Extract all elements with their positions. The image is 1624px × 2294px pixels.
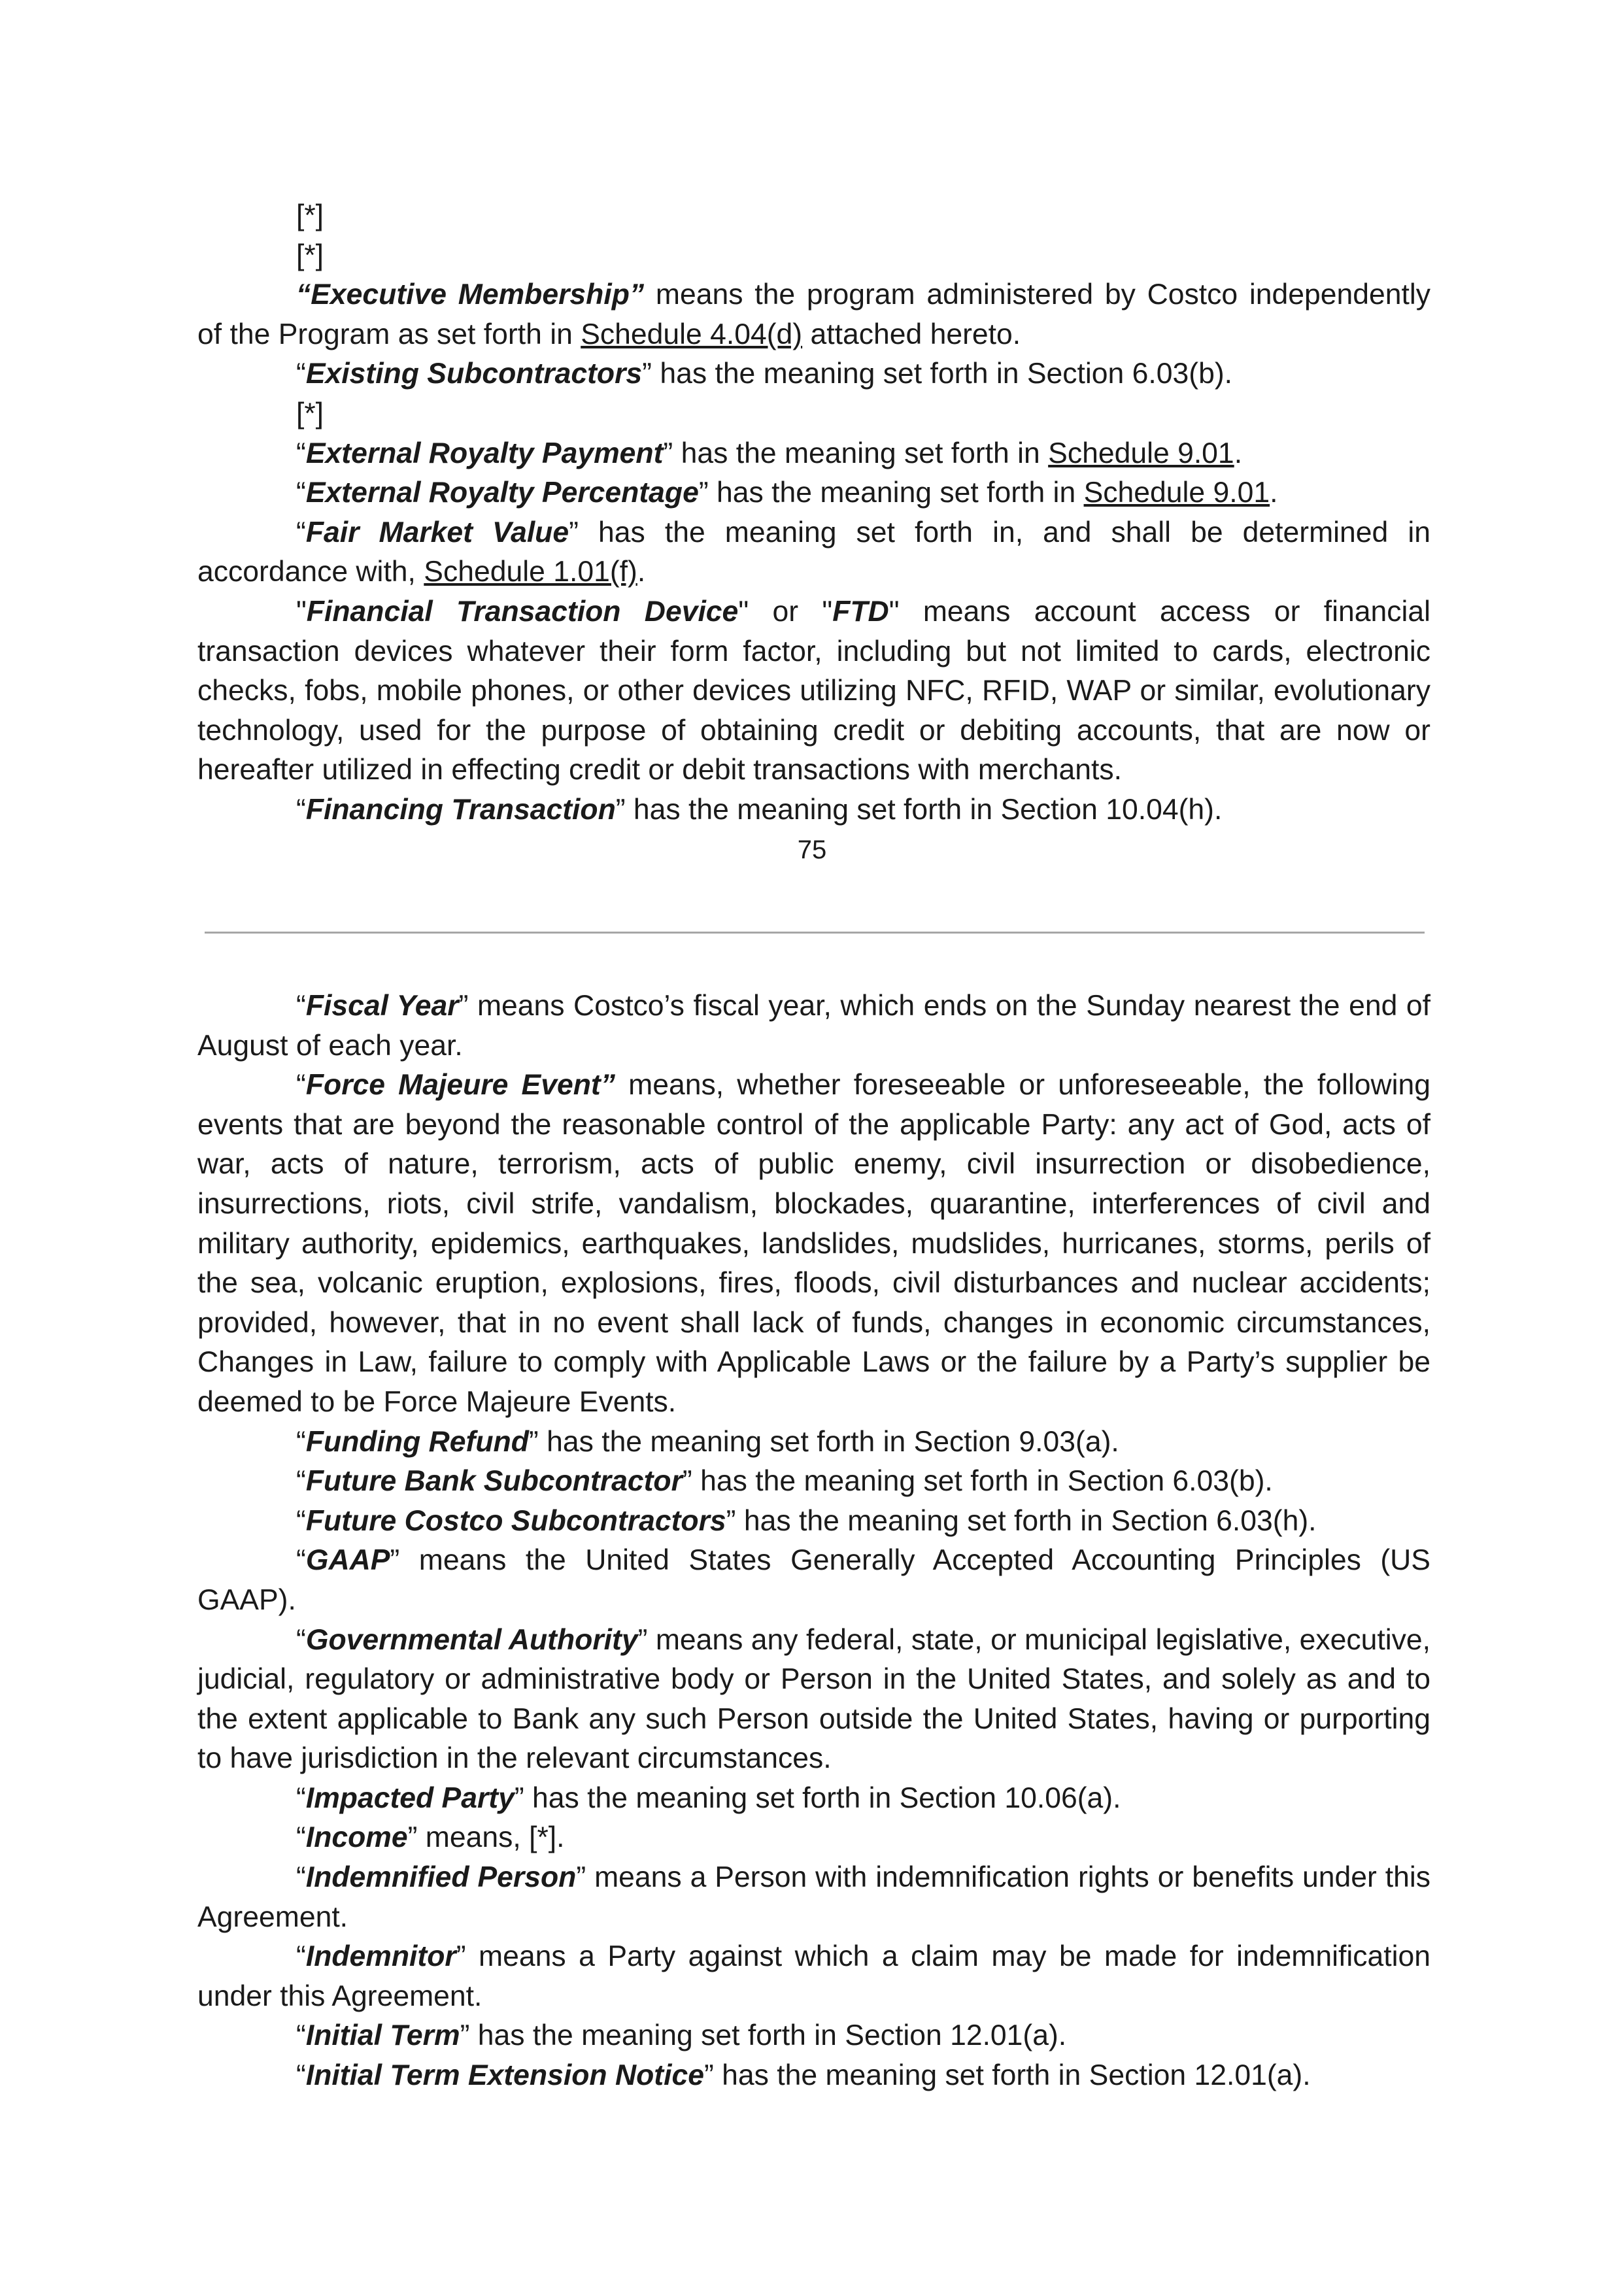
open-quote: “ (296, 1940, 306, 1973)
definition-text: ” has the meaning set forth in Section 10.04(h). (615, 793, 1223, 826)
definition-income (197, 1818, 1430, 1858)
redaction-marker: [*] (296, 239, 324, 271)
definition-indemnified-person (197, 1858, 1430, 1937)
definition-text: ” has the meaning set forth in Section 6.03(b). (682, 1465, 1273, 1498)
open-quote: “ (296, 2019, 306, 2052)
definition-text: ” means, [*]. (407, 1821, 565, 1854)
redacted-definition (197, 236, 1430, 276)
definition-executive-membership (197, 275, 1430, 354)
defined-term: Funding Refund (305, 1425, 529, 1458)
close-quote: ” (600, 1069, 615, 1102)
open-quote: " (296, 595, 307, 628)
defined-term: Financial Transaction Device (306, 595, 739, 628)
redaction-marker: [*] (296, 199, 324, 231)
open-quote: “ (296, 516, 306, 548)
definition-text: ” has the meaning set forth in (698, 477, 1084, 509)
open-quote: “ (296, 1069, 306, 1102)
defined-term: Indemnified Person (305, 1861, 577, 1894)
definition-external-royalty-payment (197, 434, 1430, 474)
defined-term: Executive Membership (311, 278, 630, 311)
definition-text: ” means a Person with indemnification rights or benefits under this Agreement. (197, 1861, 1430, 1933)
page-76-body (197, 987, 1430, 2096)
definition-force-majeure-event (197, 1066, 1430, 1422)
page-break-divider (205, 932, 1425, 934)
definition-future-costco-subcontractors (197, 1502, 1430, 1542)
schedule-reference-link[interactable]: Schedule 9.01 (1048, 437, 1234, 469)
defined-term: Force Majeure Event (305, 1069, 601, 1102)
redacted-definition (197, 196, 1430, 236)
defined-term: Fiscal Year (305, 990, 459, 1022)
definition-text: . (1270, 477, 1278, 509)
defined-term: Initial Term Extension Notice (305, 2059, 704, 2092)
open-quote: “ (296, 1781, 306, 1814)
definition-text: ” has the meaning set forth in Section 12.01(a). (703, 2059, 1311, 2092)
defined-term: Indemnitor (305, 1940, 456, 1973)
definition-governmental-authority (197, 1621, 1430, 1779)
definition-impacted-party (197, 1779, 1430, 1819)
definition-text: " means account access or financial transaction devices whatever their form factor, including but not limited to cards, electronic checks, fobs, mobile phones, or other devices utilizing NFC, RFID, WAP or similar, evolutionary technology, used for the purpose of obtaining credit or debiting accounts, that are now or hereafter utilized in effecting credit or debit transactions with merchants. (197, 595, 1431, 786)
definition-existing-subcontractors (197, 354, 1430, 394)
definition-text: ” means a Party against which a claim may be made for indemnification under this Agreement. (197, 1940, 1430, 2012)
definition-text: ” has the meaning set forth in Section 6.03(h). (726, 1504, 1317, 1537)
definition-text: ” has the meaning set forth in, and shall be determined in accordance with, (197, 516, 1430, 588)
page-75-body (197, 196, 1430, 830)
definition-future-bank-subcontractor (197, 1462, 1430, 1502)
definition-text: ” means any federal, state, or municipal legislative, executive, judicial, regulatory or administrative body or Person in the United States, and solely as and to the extent applicable to Bank any such Person outside the United States, having or purporting to have jurisdiction in the relevant circumstances. (197, 1623, 1430, 1775)
open-quote: “ (296, 990, 306, 1022)
defined-term: Impacted Party (305, 1781, 515, 1814)
definition-funding-refund (197, 1423, 1430, 1462)
open-quote: “ (296, 1425, 306, 1458)
defined-term: External Royalty Percentage (305, 477, 699, 509)
redaction-marker: [*] (296, 397, 324, 430)
definition-external-royalty-percentage (197, 473, 1430, 513)
definition-text: ” has the meaning set forth in Section 12.01(a). (460, 2019, 1067, 2052)
open-quote: “ (296, 2059, 306, 2092)
open-quote: “ (296, 1821, 306, 1854)
defined-term: Financing Transaction (305, 793, 616, 826)
defined-term: Initial Term (305, 2019, 460, 2052)
definition-indemnitor (197, 1937, 1430, 2016)
page-number: 75 (797, 835, 827, 864)
definition-text: " or " (738, 595, 833, 628)
definition-text: ” has the meaning set forth in Section 9.03(a). (528, 1425, 1119, 1458)
redacted-definition (197, 394, 1430, 434)
open-quote: “ (296, 1861, 306, 1894)
defined-term-abbreviation: FTD (832, 595, 889, 628)
close-quote: ” (629, 278, 645, 311)
open-quote: “ (296, 1544, 306, 1577)
definition-text: attached hereto. (802, 318, 1021, 350)
definition-initial-term-extension-notice (197, 2056, 1430, 2096)
defined-term: External Royalty Payment (305, 437, 664, 469)
definition-financing-transaction (197, 790, 1430, 830)
definition-financial-transaction-device (197, 592, 1430, 790)
defined-term: GAAP (305, 1544, 390, 1577)
open-quote: “ (296, 1465, 306, 1498)
definition-gaap (197, 1541, 1430, 1620)
open-quote: “ (296, 437, 306, 469)
open-quote: “ (296, 477, 306, 509)
definition-text: ” means Costco’s fiscal year, which ends on the Sunday nearest the end of August of each year. (197, 990, 1430, 1062)
defined-term: Future Costco Subcontractors (305, 1504, 726, 1537)
definition-initial-term (197, 2016, 1430, 2056)
open-quote: “ (296, 1504, 306, 1537)
definition-text: ” has the meaning set forth in Section 10.06(a). (514, 1781, 1121, 1814)
definition-text: ” means the United States Generally Accepted Accounting Principles (US GAAP). (197, 1544, 1430, 1616)
defined-term: Income (305, 1821, 408, 1854)
definition-text: ” has the meaning set forth in (663, 437, 1049, 469)
definition-fiscal-year (197, 987, 1430, 1066)
schedule-reference-link[interactable]: Schedule 4.04(d) (581, 318, 803, 350)
open-quote: “ (296, 278, 311, 311)
definition-text: . (1234, 437, 1243, 469)
definition-fair-market-value (197, 513, 1430, 592)
schedule-reference-link[interactable]: Schedule 9.01 (1083, 477, 1270, 509)
definition-text: . (637, 556, 646, 588)
open-quote: “ (296, 793, 306, 826)
definition-text: means the program administered by Costco independently of the Program as set forth in (197, 278, 1431, 350)
open-quote: “ (296, 358, 306, 390)
defined-term: Fair Market Value (305, 516, 569, 548)
defined-term: Existing Subcontractors (305, 358, 643, 390)
defined-term: Future Bank Subcontractor (305, 1465, 683, 1498)
open-quote: “ (296, 1623, 306, 1656)
definition-text: means, whether foreseeable or unforeseeable, the following events that are beyond the reasonable control of the applicable Party: any act of God, acts of war, acts of nature, terrorism, acts of public enemy, civil insurrection or disobedience, insurrections, riots, civil strife, vandalism, blockades, quarantine, interferences of civil and military authority, epidemics, earthquakes, landslides, mudslides, hurricanes, storms, perils of the sea, volcanic eruption, explosions, fires, floods, civil disturbances and nuclear accidents; provided, however, that in no event shall lack of funds, changes in economic circumstances, Changes in Law, failure to comply with Applicable Laws or the failure by a Party’s supplier be deemed to be Force Majeure Events. (197, 1069, 1430, 1418)
schedule-reference-link[interactable]: Schedule 1.01(f) (424, 556, 637, 588)
definition-text: ” has the meaning set forth in Section 6.03(b). (642, 358, 1233, 390)
defined-term: Governmental Authority (305, 1623, 638, 1656)
